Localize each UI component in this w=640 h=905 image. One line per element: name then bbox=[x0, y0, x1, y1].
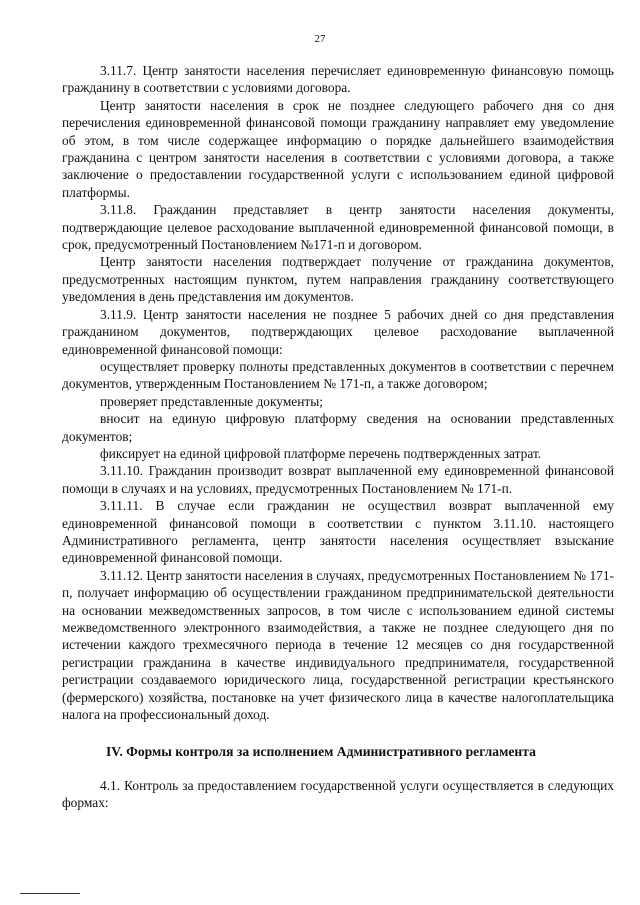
paragraph-3-11-7: 3.11.7. Центр занятости населения перечисляет единовременную финансовую помощь гражданину в соответствии с условиями договора. bbox=[62, 63, 614, 96]
list-item-record-costs: фиксирует на единой цифровой платформе перечень подтвержденных затрат. bbox=[100, 445, 542, 461]
page-body bbox=[62, 62, 614, 812]
paragraph-3-11-12: 3.11.12. Центр занятости населения в случаях, предусмотренных Постановлением № 171-п, получает информацию об осуществлении гражданином предпринимательской деятельности на основании межведомственных запросов, в том числе с использованием единой системы межведомственного электронного взаимодействия, а также не позднее следующего дня по истечении каждого трехмесячного периода в течение 12 месяцев со дня государственной регистрации гражданина в качестве индивидуального предпринимателя, государственной регистрации создаваемого юридического лица, государственной регистрации крестьянского (фермерского) хозяйства, постановке на учет физического лица в качестве налогоплательщика налога на профессиональный доход. bbox=[62, 567, 614, 723]
paragraph-3-11-10: 3.11.10. Гражданин производит возврат выплаченной ему единовременной финансовой помощи в случаях и на условиях, предусмотренных Постановлением № 171-п. bbox=[62, 463, 614, 496]
paragraph-3-11-11: 3.11.11. В случае если гражданин не осуществил возврат выплаченной ему единовременной финансовой помощи в соответствии с пунктом 3.11.10. настоящего Административного регламента, центр занятости населения осуществляет взыскание единовременной финансовой помощи. bbox=[62, 498, 614, 566]
paragraph-3-11-8: 3.11.8. Гражданин представляет в центр занятости населения документы, подтверждающие целевое расходование выплаченной единовременной финансовой помощи, в срок, предусмотренный Постановлением №171-п и договором. bbox=[62, 202, 614, 253]
paragraph-notification: Центр занятости населения в срок не позднее следующего рабочего дня со дня перечисления единовременной финансовой помощи гражданину направляет ему уведомление об этом, в том числе содержащее информацию о порядке дальнейшего взаимодействия гражданина с центром занятости населения в соответствии с условиями договора, а также заключение о предоставлении государственной услуги с использованием единой цифровой платформы. bbox=[62, 97, 614, 200]
page-number: 27 bbox=[314, 33, 326, 45]
paragraph-confirmation: Центр занятости населения подтверждает получение от гражданина документов, предусмотренных настоящим пунктом, путем направления гражданину соответствующего уведомления в день представления им документов. bbox=[62, 254, 614, 305]
list-item-check-completeness: осуществляет проверку полноты представленных документов в соответствии с перечнем документов, утвержденным Постановлением № 171-п, а также договором; bbox=[62, 358, 614, 392]
paragraph-4-1: 4.1. Контроль за предоставлением государственной услуги осуществляется в следующих формах: bbox=[62, 777, 614, 811]
footnote-rule bbox=[20, 893, 80, 894]
paragraph-3-11-9: 3.11.9. Центр занятости населения не позднее 5 рабочих дней со дня представления гражданином документов, подтверждающих целевое расходование выплаченной единовременной финансовой помощи: bbox=[62, 306, 614, 357]
list-item-enter-data: вносит на единую цифровую платформу сведения на основании представленных документов; bbox=[62, 411, 614, 444]
list-item-check-documents: проверяет представленные документы; bbox=[100, 393, 323, 409]
section-heading: IV. Формы контроля за исполнением Административного регламента bbox=[106, 744, 536, 760]
